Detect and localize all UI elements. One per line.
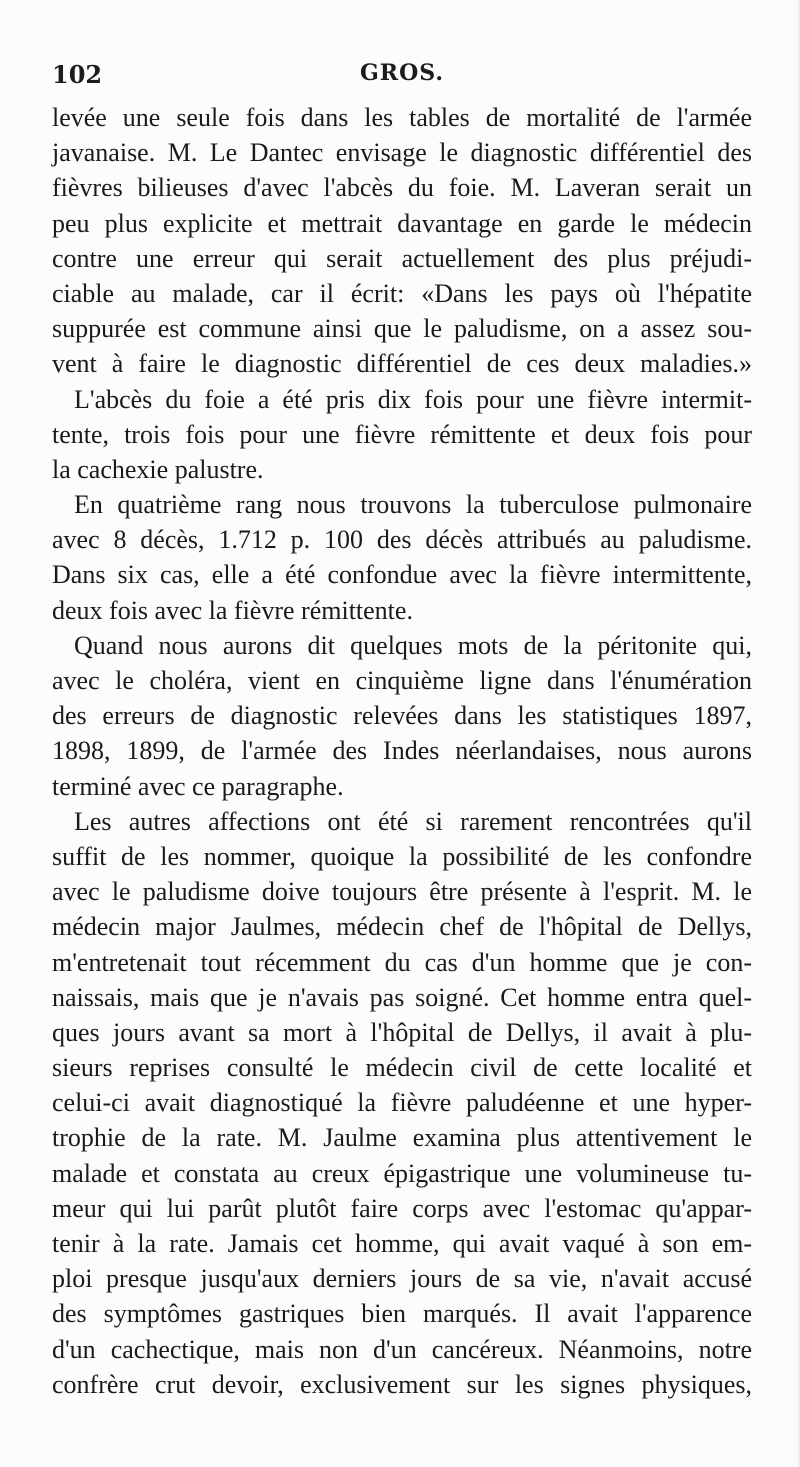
text-line: contre une erreur qui serait actuellement des plus préjudi- — [52, 243, 752, 273]
text-line: En quatrième rang nous trouvons la tuberculose pulmonaire — [74, 490, 752, 520]
text-line: L'abcès du foie a été pris dix fois pour une fièvre intermit- — [74, 384, 752, 414]
text-line: médecin major Jaulmes, médecin chef de l'hôpital de Dellys, — [52, 912, 752, 942]
text-line: ploi presque jusqu'aux derniers jours de sa vie, n'avait accusé — [52, 1264, 752, 1294]
text-line: m'entretenait tout récemment du cas d'un homme que je con- — [52, 947, 752, 977]
text-line: tente, trois fois pour une fièvre rémittente et deux fois pour — [52, 419, 752, 449]
page-header — [52, 60, 752, 96]
text-line: avec 8 décès, 1.712 p. 100 des décès attribués au paludisme. — [52, 525, 752, 555]
text-line: d'un cachectique, mais non d'un cancéreux. Néanmoins, notre — [52, 1334, 752, 1364]
page-number: 102 — [52, 60, 103, 89]
text-line: Quand nous aurons dit quelques mots de la péritonite qui, — [74, 630, 752, 660]
text-line: suppurée est commune ainsi que le paludisme, on a assez sou- — [52, 314, 752, 344]
text-line: tenir à la rate. Jamais cet homme, qui avait vaqué à son em- — [52, 1229, 752, 1258]
text-line: fièvres bilieuses d'avec l'abcès du foie. M. Laveran serait un — [52, 173, 752, 203]
text-line: Les autres affections ont été si rarement rencontrées qu'il — [74, 806, 752, 836]
text-line: des symptômes gastriques bien marqués. Il avait l'apparence — [52, 1299, 752, 1329]
text-line: naissais, mais que je n'avais pas soigné. Cet homme entra quel- — [52, 982, 752, 1012]
text-line: avec le choléra, vient en cinquième ligne dans l'énumération — [52, 666, 752, 695]
text-line: trophie de la rate. M. Jaulme examina plus attentivement le — [52, 1123, 752, 1153]
text-line: sieurs reprises consulté le médecin civil de cette localité et — [52, 1053, 752, 1083]
text-line: des erreurs de diagnostic relevées dans les statistiques 1897, — [52, 701, 752, 731]
text-line: ciable au malade, car il écrit: «Dans les pays où l'hépatite — [52, 278, 752, 308]
text-line: peu plus explicite et mettrait davantage en garde le médecin — [52, 208, 752, 238]
text-line: terminé avec ce paragraphe. — [52, 771, 344, 801]
text-line: ques jours avant sa mort à l'hôpital de Dellys, il avait à plu- — [52, 1017, 752, 1047]
text-line: confrère crut devoir, exclusivement sur les signes physiques, — [52, 1369, 752, 1399]
text-line: la cachexie palustre. — [52, 454, 264, 484]
body-text — [52, 100, 752, 1402]
text-line: malade et constata au creux épigastrique une volumineuse tu- — [52, 1158, 752, 1188]
text-line: javanaise. M. Le Dantec envisage le diagnostic différentiel des — [52, 138, 752, 168]
text-line: 1898, 1899, de l'armée des Indes néerlandaises, nous aurons — [52, 736, 752, 766]
text-line: vent à faire le diagnostic différentiel de ces deux maladies.» — [52, 349, 752, 379]
text-line: celui-ci avait diagnostiqué la fièvre paludéenne et une hyper- — [52, 1088, 752, 1118]
text-line: levée une seule fois dans les tables de mortalité de l'armée — [52, 103, 752, 132]
text-line: avec le paludisme doive toujours être présente à l'esprit. M. le — [52, 877, 752, 907]
text-line: suffit de les nommer, quoique la possibilité de les confondre — [52, 841, 752, 871]
text-line: deux fois avec la fièvre rémittente. — [52, 595, 413, 625]
running-title: GROS. — [360, 60, 444, 86]
text-line: Dans six cas, elle a été confondue avec la fièvre intermittente, — [52, 560, 752, 590]
text-line: meur qui lui parût plutôt faire corps avec l'estomac qu'appar- — [52, 1193, 752, 1223]
